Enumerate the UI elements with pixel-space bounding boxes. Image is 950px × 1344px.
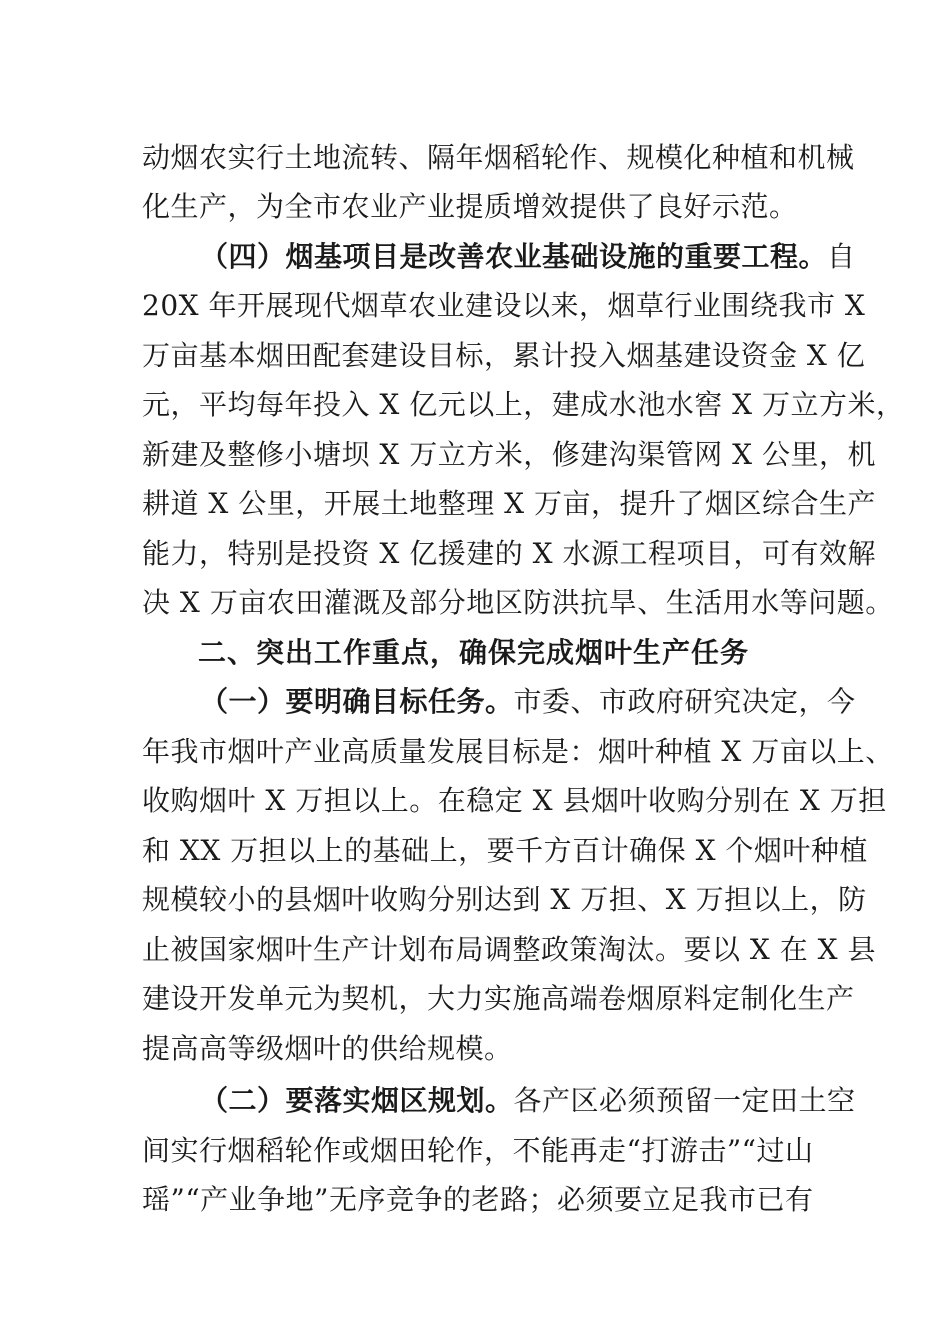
line-text: 市委、市政府研究决定，今 [513, 685, 856, 718]
section-heading-text: 二、突出工作重点，确保完成烟叶生产任务 [198, 636, 750, 669]
paragraph-line [142, 933, 876, 967]
paragraph-line [142, 883, 867, 917]
paragraph-line [142, 537, 876, 571]
line-text: 决 X 万亩农田灌溉及部分地区防洪抗旱、生活用水等问题。 [142, 586, 894, 619]
paragraph-line [142, 784, 887, 818]
paragraph-line [142, 339, 865, 373]
paragraph-line [142, 438, 876, 472]
section-lead-two: （二）要落实烟区规划。 [200, 1084, 514, 1117]
line-text: 新建及整修小塘坝 X 万立方米，修建沟渠管网 X 公里，机 [142, 438, 876, 471]
line-text: 年我市烟叶产业高质量发展目标是：烟叶种植 X 万亩以上、 [142, 735, 894, 768]
line-text: 自 [827, 240, 856, 273]
paragraph-line [142, 1032, 513, 1066]
line-text: 耕道 X 公里，开展土地整理 X 万亩，提升了烟区综合生产 [142, 487, 876, 520]
paragraph-line [142, 834, 868, 868]
paragraph-line [200, 685, 856, 719]
line-text: 20X 年开展现代烟草农业建设以来，烟草行业围绕我市 X [142, 289, 866, 322]
paragraph-line [200, 1084, 856, 1118]
paragraph-line [142, 1134, 813, 1168]
line-text: 止被国家烟叶生产计划布局调整政策淘汰。要以 X 在 X 县 [142, 933, 876, 966]
line-text: 间实行烟稻轮作或烟田轮作，不能再走“打游击”“过山 [142, 1134, 814, 1167]
paragraph-line [200, 240, 856, 274]
line-text: 元，平均每年投入 X 亿元以上，建成水池水窖 X 万立方米， [142, 388, 905, 421]
paragraph-line [142, 388, 904, 422]
section-lead-four: （四）烟基项目是改善农业基础设施的重要工程。 [200, 240, 828, 273]
section-lead-one: （一）要明确目标任务。 [200, 685, 514, 718]
line-text: 动烟农实行土地流转、隔年烟稻轮作、规模化种植和机械 [142, 141, 855, 174]
paragraph-line [142, 141, 855, 175]
line-text: 提高高等级烟叶的供给规模。 [142, 1032, 513, 1065]
section-heading [198, 636, 749, 670]
paragraph-line [142, 735, 894, 769]
line-text: 万亩基本烟田配套建设目标，累计投入烟基建设资金 X 亿 [142, 339, 866, 372]
paragraph-line [142, 1183, 813, 1217]
line-text: 能力，特别是投资 X 亿援建的 X 水源工程项目，可有效解 [142, 537, 876, 570]
line-text: 和 XX 万担以上的基础上，要千方百计确保 X 个烟叶种植 [142, 834, 868, 867]
paragraph-line [142, 487, 876, 521]
paragraph-line [142, 586, 894, 620]
line-text: 瑶”“产业争地”无序竞争的老路；必须要立足我市已有 [142, 1183, 814, 1216]
paragraph-line [142, 289, 865, 323]
line-text: 各产区必须预留一定田土空 [513, 1084, 856, 1117]
line-text: 建设开发单元为契机，大力实施高端卷烟原料定制化生产 [142, 982, 855, 1015]
line-text: 化生产，为全市农业产业提质增效提供了良好示范。 [142, 190, 798, 223]
line-text: 规模较小的县烟叶收购分别达到 X 万担、X 万担以上，防 [142, 883, 867, 916]
paragraph-line [142, 190, 798, 224]
line-text: 收购烟叶 X 万担以上。在稳定 X 县烟叶收购分别在 X 万担 [142, 784, 887, 817]
paragraph-line [142, 982, 855, 1016]
